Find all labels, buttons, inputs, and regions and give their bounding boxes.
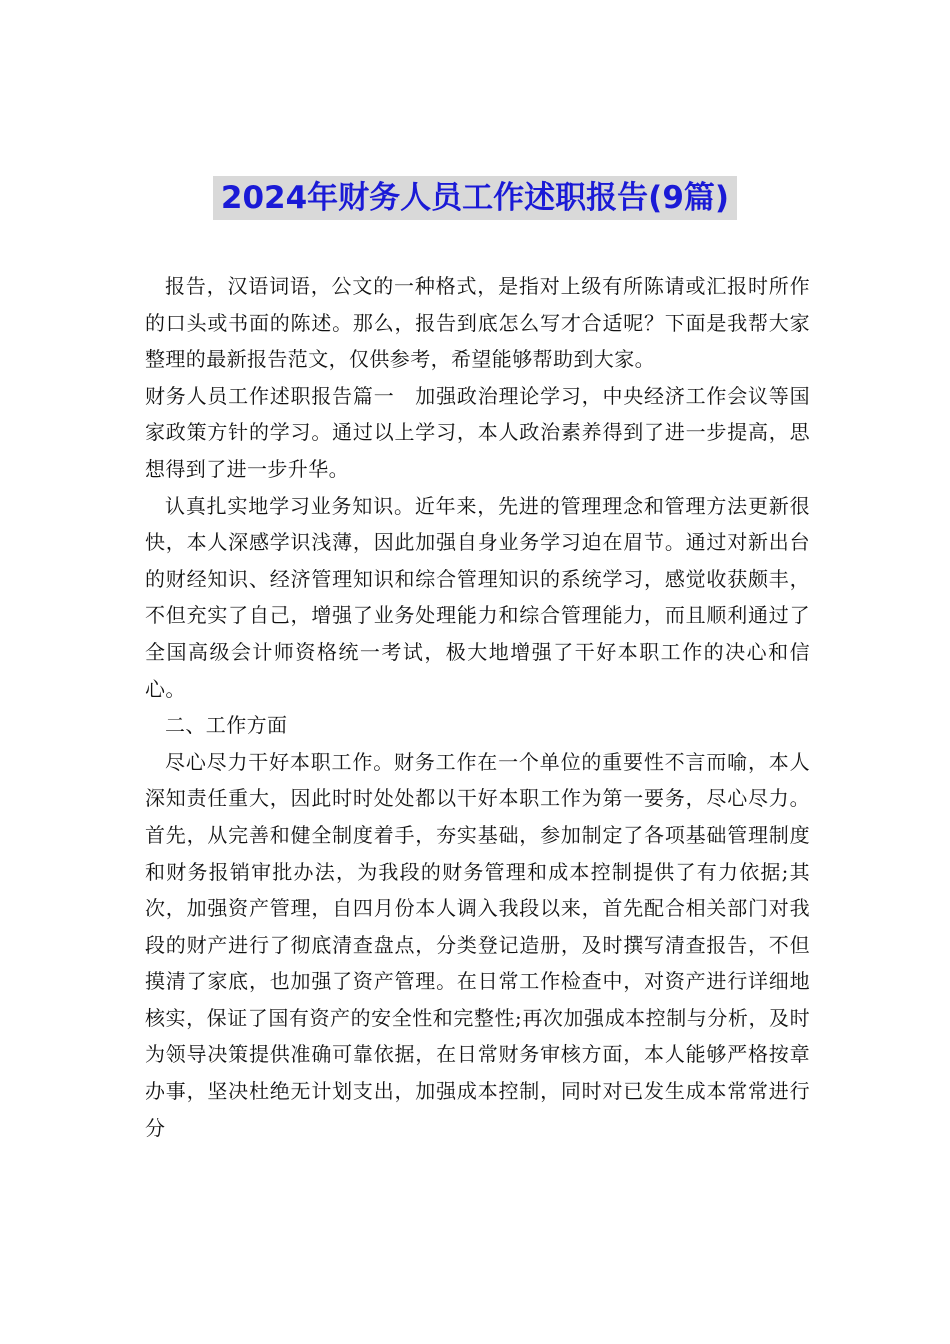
section-heading-work: 二、工作方面 bbox=[165, 713, 288, 738]
paragraph-work: 尽心尽力干好本职工作。财务工作在一个单位的重要性不言而喻，本人深知责任重大，因此时时处处都以干好本职工作为第一要务，尽心尽力。首先，从完善和健全制度着手，夯实基础，参加制定了各项基础管理制度和财务报销审批办法，为我段的财务管理和成本控制提供了有力依据;其次，加强资产管理，自四月份本人调入我段以来，首先配合相关部门对我段的财产进行了彻底清查盘点，分类登记造册，及时撰写清查报告，不但摸清了家底，也加强了资产管理。在日常工作检查中，对资产进行详细地核实，保证了国有资产的安全性和完整性;再次加强成本控制与分析，及时为领导决策提供准确可靠依据，在日常财务审核方面，本人能够严格按章办事，坚决杜绝无计划支出，加强成本控制，同时对已发生成本常常进行分 bbox=[145, 749, 810, 1140]
paragraph-section-one: 财务人员工作述职报告篇一 加强政治理论学习，中央经济工作会议等国家政策方针的学习。通过以上学习，本人政治素养得到了进一步提高，思想得到了进一步升华。 bbox=[145, 383, 810, 481]
document-body bbox=[145, 268, 810, 1146]
document-title: 2024年财务人员工作述职报告(9篇) bbox=[213, 176, 737, 220]
paragraph-intro: 报告，汉语词语，公文的一种格式，是指对上级有所陈请或汇报时所作的口头或书面的陈述。那么，报告到底怎么写才合适呢？下面是我帮大家整理的最新报告范文，仅供参考，希望能够帮助到大家。 bbox=[145, 274, 810, 372]
paragraph-study: 认真扎实地学习业务知识。近年来，先进的管理理念和管理方法更新很快，本人深感学识浅薄，因此加强自身业务学习迫在眉节。通过对新出台的财经知识、经济管理知识和综合管理知识的系统学习，感觉收获颇丰，不但充实了自己，增强了业务处理能力和综合管理能力，而且顺利通过了全国高级会计师资格统一考试，极大地增强了干好本职工作的决心和信心。 bbox=[145, 493, 810, 701]
title-container bbox=[0, 176, 950, 220]
